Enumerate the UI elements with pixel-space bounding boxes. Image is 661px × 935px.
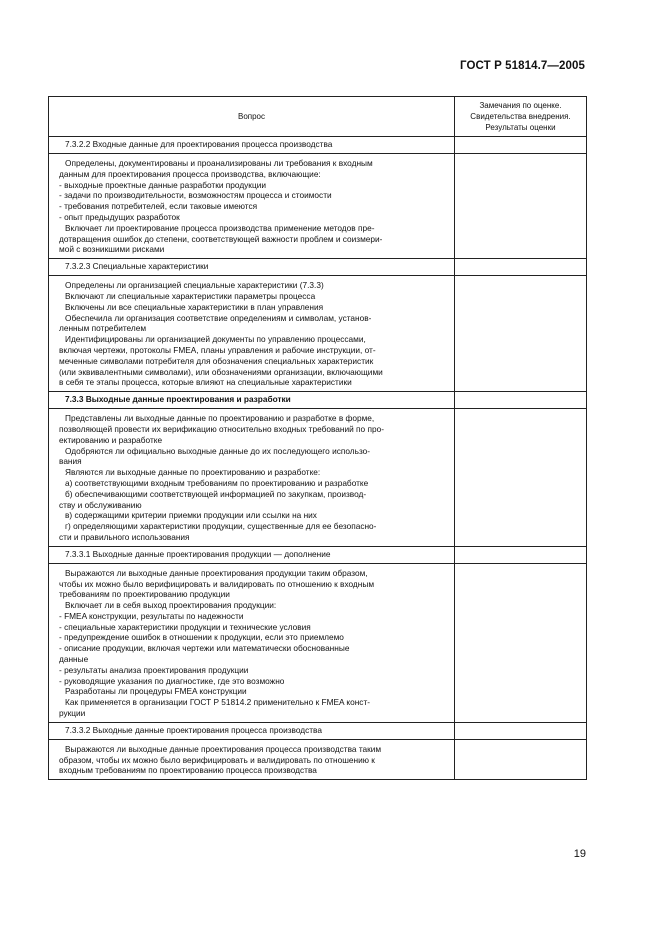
page-number: 19 — [573, 848, 586, 860]
question-line: ству и обслуживанию — [59, 499, 142, 510]
question-line: Одобряются ли официально выходные данные до их последующего использо- — [65, 445, 371, 456]
section-questions — [49, 154, 455, 259]
question-line: рукции — [59, 708, 86, 719]
question-line: - результаты анализа проектирования продукции — [59, 664, 249, 675]
question-line: г) определяющими характеристики продукции, существенные для ее безопасно- — [65, 521, 377, 532]
notes-cell — [455, 409, 587, 547]
question-line: в себя те этапы процесса, которые влияют на специальные характеристики — [59, 377, 352, 388]
question-line: Разработаны ли процедуры FMEA конструкции — [65, 686, 247, 697]
notes-cell — [455, 276, 587, 392]
question-line: - специальные характеристики продукции и технические условия — [59, 621, 311, 632]
question-line: Обеспечила ли организация соответствие определениям и символам, установ- — [65, 312, 372, 323]
section-title: 7.3.3 Выходные данные проектирования и разработки — [49, 392, 455, 409]
section-title: 7.3.2.3 Специальные характеристики — [49, 259, 455, 276]
notes-header-line: Результаты оценки — [485, 123, 556, 132]
assessment-table — [48, 96, 587, 780]
question-line: Являются ли выходные данные по проектированию и разработке: — [65, 467, 321, 478]
question-line: - описание продукции, включая чертежи или математически обоснованные — [59, 643, 350, 654]
question-line: мой с возникшими рисками — [59, 244, 165, 255]
question-line: - требования потребителей, если таковые имеются — [59, 201, 258, 212]
column-header-question: Вопрос — [49, 97, 455, 137]
section-questions — [49, 276, 455, 392]
question-line: дотвращения ошибок до степени, соответствующей важности проблем и соизмери- — [59, 233, 383, 244]
question-line: - предупреждение ошибок в отношении к продукции, если это приемлемо — [59, 632, 344, 643]
question-line: Определены ли организацией специальные характеристики (7.3.3) — [65, 280, 324, 291]
question-line: вания — [59, 456, 82, 467]
question-line: Выражаются ли выходные данные проектирования продукции таким образом, — [65, 567, 368, 578]
question-line: в) содержащими критерии приемки продукции или ссылки на них — [65, 510, 317, 521]
question-line: Идентифицированы ли организацией документы по управлению процессами, — [65, 334, 366, 345]
notes-cell — [455, 154, 587, 259]
question-line: входным требованиям по проектированию процесса производства — [59, 765, 317, 776]
notes-cell — [455, 722, 587, 739]
question-line: б) обеспечивающими соответствующей информацией по закупкам, производ- — [65, 488, 367, 499]
question-line: образом, чтобы их можно было верифицировать и валидировать по отношению к — [59, 754, 375, 765]
notes-cell — [455, 563, 587, 722]
question-line: Определены, документированы и проанализированы ли требования к входным — [65, 158, 373, 168]
question-line: а) соответствующими входным требованиям по проектированию и разработке — [65, 477, 369, 488]
notes-header-line: Замечания по оценке. — [479, 101, 562, 110]
question-line: - FMEA конструкции, результаты по надежности — [59, 610, 244, 621]
question-line: данные — [59, 654, 89, 665]
question-line: ленным потребителем — [59, 323, 147, 334]
question-line: Выражаются ли выходные данные проектирования процесса производства таким — [65, 743, 382, 754]
notes-cell — [455, 392, 587, 409]
question-line: позволяющей провести их верификацию относительно входных требований по про- — [59, 423, 384, 434]
question-line: Как применяется в организации ГОСТ Р 51814.2 применительно к FMEA конст- — [65, 697, 371, 708]
question-line: данным для проектирования процесса производства, включающие: — [59, 168, 321, 179]
question-line: меченные символами потребителя для обозначения специальных характеристик — [59, 355, 374, 366]
section-title: 7.3.2.2 Входные данные для проектирования процесса производства — [49, 137, 455, 154]
question-line: чтобы их можно было верифицировать и валидировать по отношению к входным — [59, 578, 375, 589]
section-questions — [49, 739, 455, 779]
question-line: Включают ли специальные характеристики параметры процесса — [65, 290, 316, 301]
question-line: - задачи по производительности, возможностям процесса и стоимости — [59, 190, 332, 201]
question-line: (или эквивалентными символами), или обозначениями организации, включающими — [59, 366, 383, 377]
question-line: - руководящие указания по диагностике, где это возможно — [59, 675, 285, 686]
question-line: Включены ли все специальные характеристики в план управления — [65, 301, 324, 312]
question-line: сти и правильного использования — [59, 531, 190, 542]
question-line: включая чертежи, протоколы FMEA, планы управления и рабочие инструкции, от- — [59, 344, 376, 355]
notes-cell — [455, 137, 587, 154]
notes-header-line: Свидетельства внедрения. — [470, 112, 571, 121]
question-line: ектированию и разработке — [59, 434, 163, 445]
section-title: 7.3.3.2 Выходные данные проектирования процесса производства — [49, 722, 455, 739]
section-questions — [49, 563, 455, 722]
section-questions — [49, 409, 455, 547]
question-line: - опыт предыдущих разработок — [59, 211, 180, 222]
standard-number: ГОСТ Р 51814.7—2005 — [460, 60, 585, 72]
question-line: Представлены ли выходные данные по проектированию и разработке в форме, — [65, 413, 375, 424]
notes-cell — [455, 259, 587, 276]
question-line: Включает ли проектирование процесса производства применение методов пре- — [65, 222, 375, 233]
column-header-notes — [455, 97, 587, 137]
section-title: 7.3.3.1 Выходные данные проектирования продукции — дополнение — [49, 546, 455, 563]
notes-cell — [455, 546, 587, 563]
question-line: - выходные проектные данные разработки продукции — [59, 179, 266, 190]
question-line: Включает ли в себя выход проектирования продукции: — [65, 600, 277, 611]
question-line: требованиям по проектированию продукции — [59, 589, 230, 600]
notes-cell — [455, 739, 587, 779]
